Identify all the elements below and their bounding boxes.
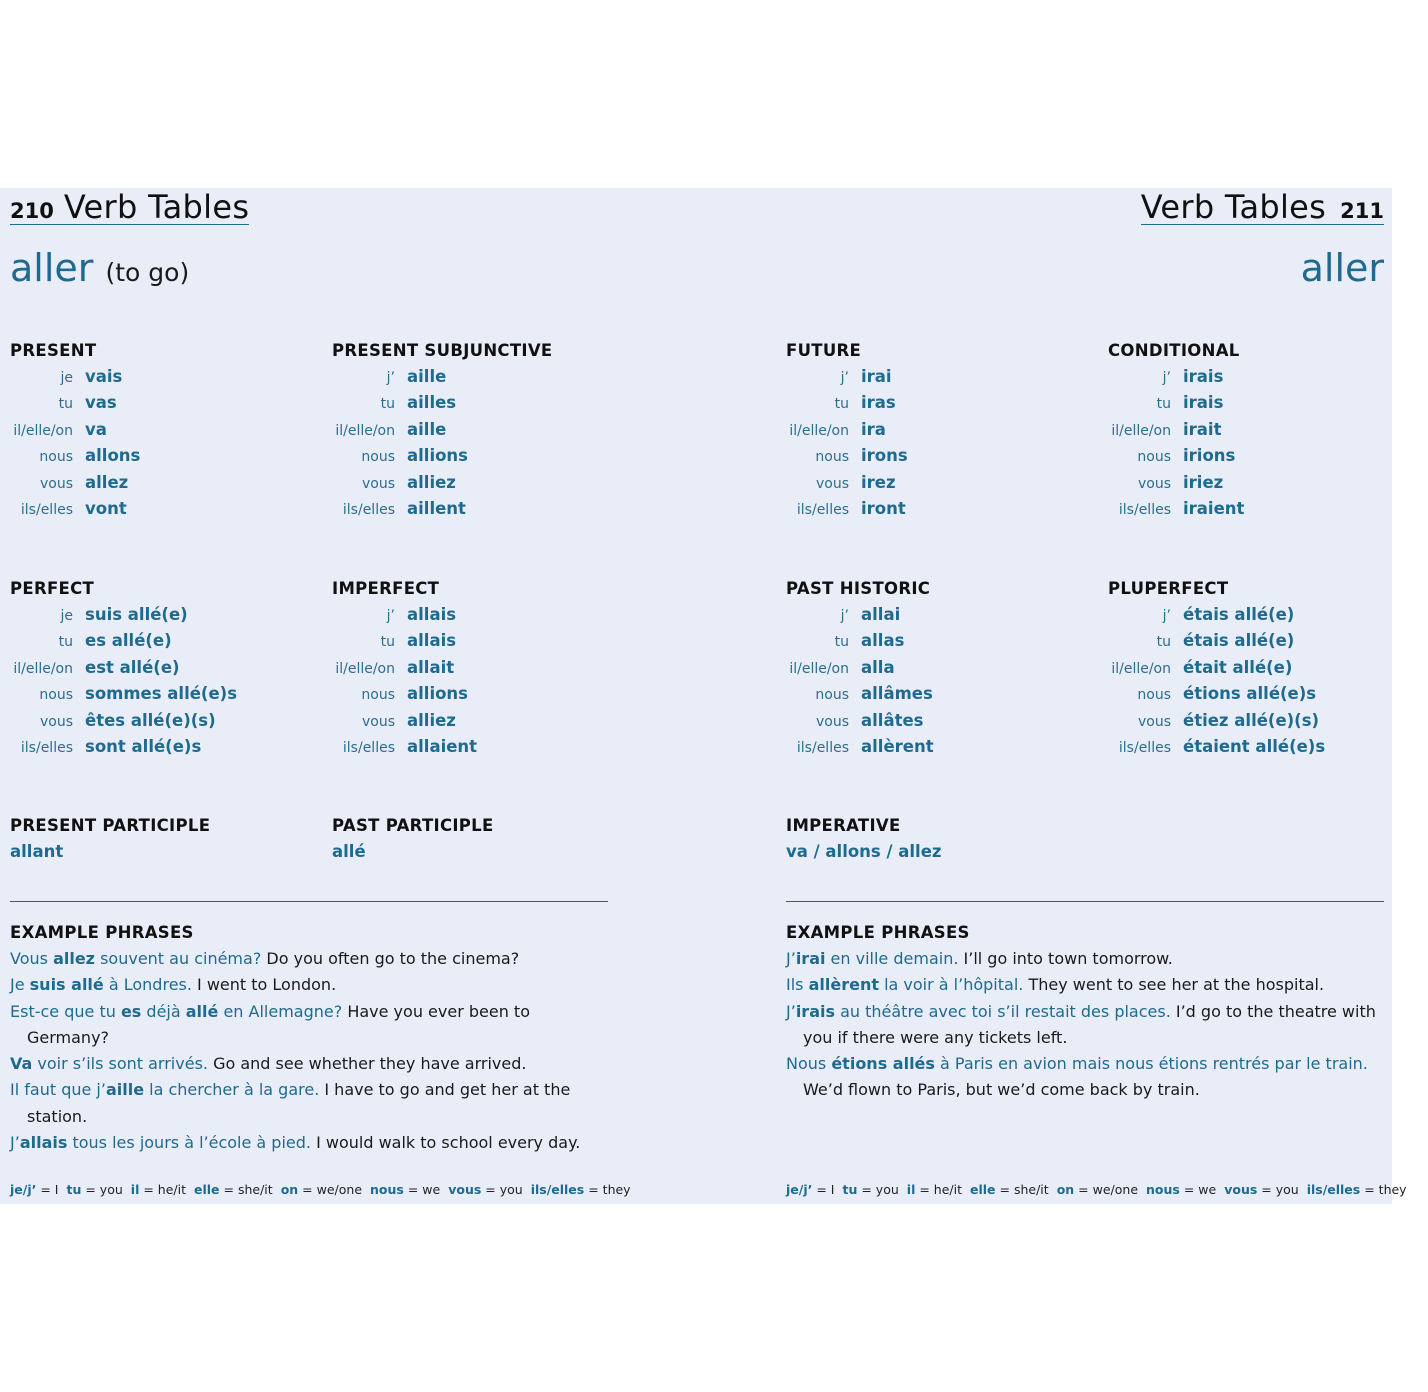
pronoun: ils/elles xyxy=(1118,501,1171,518)
verb-form: iras xyxy=(861,393,896,413)
verb-form: allions xyxy=(407,446,469,466)
verb-form: allons xyxy=(85,446,141,466)
pronoun-key: il xyxy=(130,1182,140,1197)
french-text: à Paris en avion mais nous étions rentrés par le train. xyxy=(934,1054,1368,1074)
verb-form: allâtes xyxy=(861,710,924,730)
english-translation: They went to see her at the hospital. xyxy=(1023,975,1325,995)
pronoun: nous xyxy=(39,449,73,466)
conjugation-row xyxy=(10,628,330,654)
tense-title: PRESENT SUBJUNCTIVE xyxy=(332,341,553,360)
example-list xyxy=(10,946,610,1156)
pronoun: ils/elles xyxy=(342,739,395,756)
pronoun: tu xyxy=(380,396,395,413)
french-text: au théâtre avec toi s’il restait des places. xyxy=(835,1001,1171,1021)
example-phrase xyxy=(786,999,1376,1052)
present-participle-value: allant xyxy=(10,842,64,861)
verb-form: allez xyxy=(85,472,129,492)
tense-past-historic xyxy=(786,576,1106,760)
imperative xyxy=(786,813,1186,865)
english-translation: I’d go to the theatre with you if there were any tickets left. xyxy=(803,1001,1376,1047)
pronoun: il/elle/on xyxy=(335,422,395,439)
pronoun-key: ils/elles xyxy=(1306,1182,1361,1197)
pronoun-key: ils/elles xyxy=(530,1182,585,1197)
example-phrase xyxy=(786,972,1376,998)
pronoun: vous xyxy=(361,475,395,492)
pronoun: j’ xyxy=(1162,370,1171,386)
verb-form: iraient xyxy=(1183,498,1245,518)
conjugation-row xyxy=(786,734,1106,760)
divider xyxy=(786,901,1384,902)
conjugation-row xyxy=(10,708,330,734)
verb-form: allais xyxy=(407,605,457,624)
verb-infinitive: aller xyxy=(1300,246,1384,290)
conjugation-row xyxy=(10,417,330,443)
past-participle-title: PAST PARTICIPLE xyxy=(332,816,494,835)
present-participle xyxy=(10,813,330,865)
english-translation: Do you often go to the cinema? xyxy=(261,949,520,968)
book-spread xyxy=(0,188,1407,1204)
french-text: J’ xyxy=(786,1001,796,1021)
conjugation-row xyxy=(786,708,1106,734)
verb-form: êtes allé(e)(s) xyxy=(85,710,216,730)
pronoun-meaning: = we xyxy=(407,1182,441,1197)
right-page-header xyxy=(1141,188,1384,225)
left-page-header xyxy=(10,188,249,225)
page-header-title: Verb Tables xyxy=(63,188,250,226)
verb-form: iront xyxy=(861,498,906,518)
conjugation-row xyxy=(1108,602,1428,628)
verb-form: irons xyxy=(861,446,908,466)
french-text: Vous xyxy=(10,949,54,968)
tense-title: PRESENT xyxy=(10,341,97,360)
verb-form: allait xyxy=(407,657,455,677)
verb-form: allais xyxy=(407,631,457,651)
pronoun: j’ xyxy=(840,370,849,386)
verb-form: étions allé(e)s xyxy=(1183,684,1317,704)
verb-form: étais allé(e) xyxy=(1183,605,1295,624)
pronoun: tu xyxy=(58,634,73,651)
conjugation-row xyxy=(786,681,1106,707)
tense-title: PAST HISTORIC xyxy=(786,579,931,598)
pronoun-meaning: = she/it xyxy=(999,1182,1049,1197)
pronoun: tu xyxy=(1156,634,1171,651)
pronoun: nous xyxy=(815,687,849,704)
example-phrase xyxy=(10,972,610,998)
pronoun-meaning: = I xyxy=(816,1182,835,1197)
conjugation-row xyxy=(10,470,330,496)
french-text: tous les jours à l’école à pied. xyxy=(67,1133,311,1153)
pronoun: il/elle/on xyxy=(335,660,395,677)
pronoun: j’ xyxy=(386,370,395,386)
pronoun: je xyxy=(60,608,73,624)
pronoun: tu xyxy=(834,396,849,413)
pronoun-meaning: = we/one xyxy=(1078,1182,1139,1197)
conjugation-row xyxy=(786,364,1106,390)
pronoun: nous xyxy=(1137,449,1171,466)
imperative-title: IMPERATIVE xyxy=(786,816,901,835)
imperative-value: va / allons / allez xyxy=(786,842,942,861)
pronoun-key: vous xyxy=(1224,1182,1258,1197)
pronoun-meaning: = we xyxy=(1183,1182,1217,1197)
highlighted-verb: aille xyxy=(105,1080,145,1100)
highlighted-verb: irais xyxy=(795,1001,835,1021)
example-phrases xyxy=(10,920,610,1156)
conjugation-row xyxy=(1108,496,1428,522)
english-translation: Have you ever been to Germany? xyxy=(27,1001,530,1047)
verb-form: irez xyxy=(861,472,896,492)
example-phrases-title: EXAMPLE PHRASES xyxy=(10,923,194,942)
french-text: Ils xyxy=(786,975,809,995)
conjugation-row xyxy=(1108,708,1428,734)
page-header-title: Verb Tables xyxy=(1140,188,1327,226)
tense-present xyxy=(10,338,330,522)
conjugation-row xyxy=(1108,364,1428,390)
tense-pluperfect xyxy=(1108,576,1428,760)
conjugation-row xyxy=(10,681,330,707)
french-text: J’ xyxy=(786,949,796,968)
verb-meaning: (to go) xyxy=(105,258,190,287)
highlighted-verb: es xyxy=(120,1001,142,1021)
pronoun: nous xyxy=(815,449,849,466)
pronoun: vous xyxy=(39,475,73,492)
english-translation: I went to London. xyxy=(191,975,337,995)
conjugation-row xyxy=(1108,681,1428,707)
verb-form: alliez xyxy=(407,710,456,730)
highlighted-verb: irai xyxy=(795,949,826,968)
tense-conditional xyxy=(1108,338,1428,522)
pronoun-key: tu xyxy=(66,1182,82,1197)
past-participle xyxy=(332,813,652,865)
french-text: la chercher à la gare. xyxy=(144,1080,320,1100)
highlighted-verb: suis allé xyxy=(29,975,104,995)
conjugation-row xyxy=(332,681,652,707)
verb-form: vas xyxy=(85,393,117,413)
verb-form: es allé(e) xyxy=(85,631,172,651)
conjugation-row xyxy=(10,734,330,760)
pronoun-key: je/j’ xyxy=(10,1182,37,1197)
pronoun: nous xyxy=(1137,687,1171,704)
french-text: J’ xyxy=(10,1133,20,1153)
conjugation-row xyxy=(1108,734,1428,760)
highlighted-verb: étions allés xyxy=(831,1054,935,1074)
pronoun: vous xyxy=(815,475,849,492)
conjugation-row xyxy=(332,364,652,390)
english-translation: Go and see whether they have arrived. xyxy=(207,1054,527,1074)
verb-form: étais allé(e) xyxy=(1183,631,1295,651)
pronoun-meaning: = we/one xyxy=(302,1182,363,1197)
pronoun-key: elle xyxy=(970,1182,996,1197)
conjugation-row xyxy=(786,655,1106,681)
pronoun-meaning: = he/it xyxy=(143,1182,186,1197)
pronoun: vous xyxy=(815,713,849,730)
french-text: voir s’ils sont arrivés. xyxy=(32,1054,208,1074)
pronoun: tu xyxy=(834,634,849,651)
conjugation-row xyxy=(332,708,652,734)
conjugation-row xyxy=(786,602,1106,628)
pronoun-key: je/j’ xyxy=(786,1182,813,1197)
conjugation-row xyxy=(1108,655,1428,681)
example-phrase xyxy=(10,1051,610,1077)
pronoun: vous xyxy=(1137,713,1171,730)
present-participle-title: PRESENT PARTICIPLE xyxy=(10,816,211,835)
tense-title: IMPERFECT xyxy=(332,579,440,598)
conjugation-row xyxy=(786,628,1106,654)
verb-form: vais xyxy=(85,367,123,386)
verb-form: était allé(e) xyxy=(1183,657,1293,677)
verb-form: iriez xyxy=(1183,472,1224,492)
french-text: Il faut que j’ xyxy=(10,1080,106,1100)
pronoun: il/elle/on xyxy=(13,660,73,677)
past-participle-value: allé xyxy=(332,842,366,861)
conjugation-row xyxy=(332,390,652,416)
left-page xyxy=(10,188,631,1204)
pronoun: tu xyxy=(58,396,73,413)
conjugation-row xyxy=(332,628,652,654)
pronoun: vous xyxy=(1137,475,1171,492)
verb-form: irais xyxy=(1183,393,1224,413)
tense-present-subjunctive xyxy=(332,338,652,522)
verb-form: vont xyxy=(85,498,127,518)
pronoun: vous xyxy=(361,713,395,730)
conjugation-row xyxy=(786,390,1106,416)
conjugation-row xyxy=(332,734,652,760)
example-phrase xyxy=(786,946,1376,972)
pronoun-meaning: = he/it xyxy=(919,1182,962,1197)
pronoun-key: nous xyxy=(370,1182,404,1197)
pronoun-meaning: = you xyxy=(85,1182,123,1197)
conjugation-row xyxy=(1108,390,1428,416)
pronoun: nous xyxy=(361,687,395,704)
tense-title: FUTURE xyxy=(786,341,862,360)
verb-form: va xyxy=(85,419,107,439)
verb-form: aillent xyxy=(407,498,466,518)
conjugation-row xyxy=(10,655,330,681)
verb-form: alla xyxy=(861,657,895,677)
verb-form: irions xyxy=(1183,446,1236,466)
pronoun-key-footer xyxy=(10,1182,639,1197)
verb-form: aille xyxy=(407,367,447,386)
verb-form: étiez allé(e)(s) xyxy=(1183,710,1320,730)
pronoun: il/elle/on xyxy=(789,660,849,677)
tense-future xyxy=(786,338,1106,522)
pronoun: nous xyxy=(39,687,73,704)
example-phrase xyxy=(10,1077,610,1130)
highlighted-verb: allais xyxy=(19,1133,68,1153)
french-text: à Londres. xyxy=(103,975,192,995)
pronoun-meaning: = you xyxy=(485,1182,523,1197)
pronoun: ils/elles xyxy=(20,501,73,518)
divider xyxy=(10,901,608,902)
page-number: 211 xyxy=(1340,199,1384,223)
pronoun-meaning: = you xyxy=(1261,1182,1299,1197)
conjugation-row xyxy=(786,443,1106,469)
conjugation-row xyxy=(332,417,652,443)
verb-heading xyxy=(10,246,189,290)
pronoun: ils/elles xyxy=(342,501,395,518)
pronoun-key: nous xyxy=(1146,1182,1180,1197)
pronoun-meaning: = they xyxy=(588,1182,631,1197)
verb-form: aille xyxy=(407,419,447,439)
verb-form: irait xyxy=(1183,419,1222,439)
conjugation-row xyxy=(10,364,330,390)
pronoun-key: on xyxy=(280,1182,299,1197)
verb-form: allai xyxy=(861,605,901,624)
pronoun: il/elle/on xyxy=(789,422,849,439)
verb-form: alliez xyxy=(407,472,456,492)
verb-form: sont allé(e)s xyxy=(85,736,202,756)
right-page xyxy=(786,188,1407,1204)
example-phrase xyxy=(10,1130,610,1156)
tense-title: PERFECT xyxy=(10,579,95,598)
highlighted-verb: allé xyxy=(185,1001,219,1021)
conjugation-row xyxy=(332,443,652,469)
conjugation-row xyxy=(332,496,652,522)
conjugation-row xyxy=(1108,417,1428,443)
pronoun-meaning: = she/it xyxy=(223,1182,273,1197)
pronoun: ils/elles xyxy=(20,739,73,756)
verb-form: suis allé(e) xyxy=(85,605,188,624)
pronoun: il/elle/on xyxy=(1111,422,1171,439)
pronoun-key: on xyxy=(1056,1182,1075,1197)
example-phrases-title: EXAMPLE PHRASES xyxy=(786,923,970,942)
example-list xyxy=(786,946,1376,1104)
french-text: déjà xyxy=(141,1001,186,1021)
pronoun: nous xyxy=(361,449,395,466)
pronoun: j’ xyxy=(840,608,849,624)
verb-form: sommes allé(e)s xyxy=(85,684,238,704)
french-text: souvent au cinéma? xyxy=(95,949,262,968)
pronoun: il/elle/on xyxy=(1111,660,1171,677)
verb-form: allas xyxy=(861,631,905,651)
french-text: Est-ce que tu xyxy=(10,1001,121,1021)
english-translation: I would walk to school every day. xyxy=(311,1133,581,1153)
highlighted-verb: allez xyxy=(53,949,95,968)
french-text: Nous xyxy=(786,1054,832,1074)
pronoun: je xyxy=(60,370,73,386)
conjugation-row xyxy=(332,470,652,496)
tense-title: CONDITIONAL xyxy=(1108,341,1240,360)
verb-form: irai xyxy=(861,367,892,386)
example-phrase xyxy=(786,1051,1376,1104)
tense-title: PLUPERFECT xyxy=(1108,579,1229,598)
pronoun: j’ xyxy=(386,608,395,624)
example-phrase xyxy=(10,999,610,1052)
pronoun-meaning: = you xyxy=(861,1182,899,1197)
pronoun: vous xyxy=(39,713,73,730)
verb-form: allions xyxy=(407,684,469,704)
english-translation: We’d flown to Paris, but we’d come back by train. xyxy=(803,1080,1200,1100)
pronoun-key: elle xyxy=(194,1182,220,1197)
english-translation: I’ll go into town tomorrow. xyxy=(958,949,1173,968)
pronoun: ils/elles xyxy=(1118,739,1171,756)
conjugation-row xyxy=(786,470,1106,496)
tense-perfect xyxy=(10,576,330,760)
pronoun-key: tu xyxy=(842,1182,858,1197)
example-phrase xyxy=(10,946,610,972)
verb-infinitive: aller xyxy=(10,246,94,290)
pronoun-meaning: = I xyxy=(40,1182,59,1197)
pronoun: tu xyxy=(380,634,395,651)
french-text: en Allemagne? xyxy=(218,1001,343,1021)
conjugation-row xyxy=(786,417,1106,443)
pronoun-meaning: = they xyxy=(1364,1182,1407,1197)
conjugation-row xyxy=(332,655,652,681)
conjugation-row xyxy=(10,390,330,416)
french-text: la voir à l’hôpital. xyxy=(879,975,1024,995)
verb-heading xyxy=(1301,246,1384,290)
english-translation: I have to go and get her at the station. xyxy=(27,1080,571,1126)
conjugation-row xyxy=(786,496,1106,522)
page-number: 210 xyxy=(10,199,54,223)
pronoun-key: vous xyxy=(448,1182,482,1197)
pronoun: ils/elles xyxy=(796,739,849,756)
tense-imperfect xyxy=(332,576,652,760)
conjugation-row xyxy=(10,602,330,628)
verb-form: est allé(e) xyxy=(85,657,180,677)
conjugation-row xyxy=(10,443,330,469)
conjugation-row xyxy=(1108,443,1428,469)
conjugation-row xyxy=(1108,628,1428,654)
conjugation-row xyxy=(10,496,330,522)
french-text: en ville demain. xyxy=(825,949,959,968)
example-phrases xyxy=(786,920,1376,1104)
highlighted-verb: Va xyxy=(10,1054,33,1074)
verb-form: allèrent xyxy=(861,736,934,756)
pronoun: ils/elles xyxy=(796,501,849,518)
highlighted-verb: allèrent xyxy=(808,975,879,995)
pronoun: j’ xyxy=(1162,608,1171,624)
pronoun-key: il xyxy=(906,1182,916,1197)
conjugation-row xyxy=(332,602,652,628)
verb-form: irais xyxy=(1183,367,1224,386)
pronoun: il/elle/on xyxy=(13,422,73,439)
verb-form: allaient xyxy=(407,736,478,756)
french-text: Je xyxy=(10,975,30,995)
conjugation-row xyxy=(1108,470,1428,496)
verb-form: ira xyxy=(861,419,886,439)
verb-form: ailles xyxy=(407,393,457,413)
verb-form: allâmes xyxy=(861,684,933,704)
pronoun-key-footer xyxy=(786,1182,1415,1197)
verb-form: étaient allé(e)s xyxy=(1183,736,1326,756)
pronoun: tu xyxy=(1156,396,1171,413)
